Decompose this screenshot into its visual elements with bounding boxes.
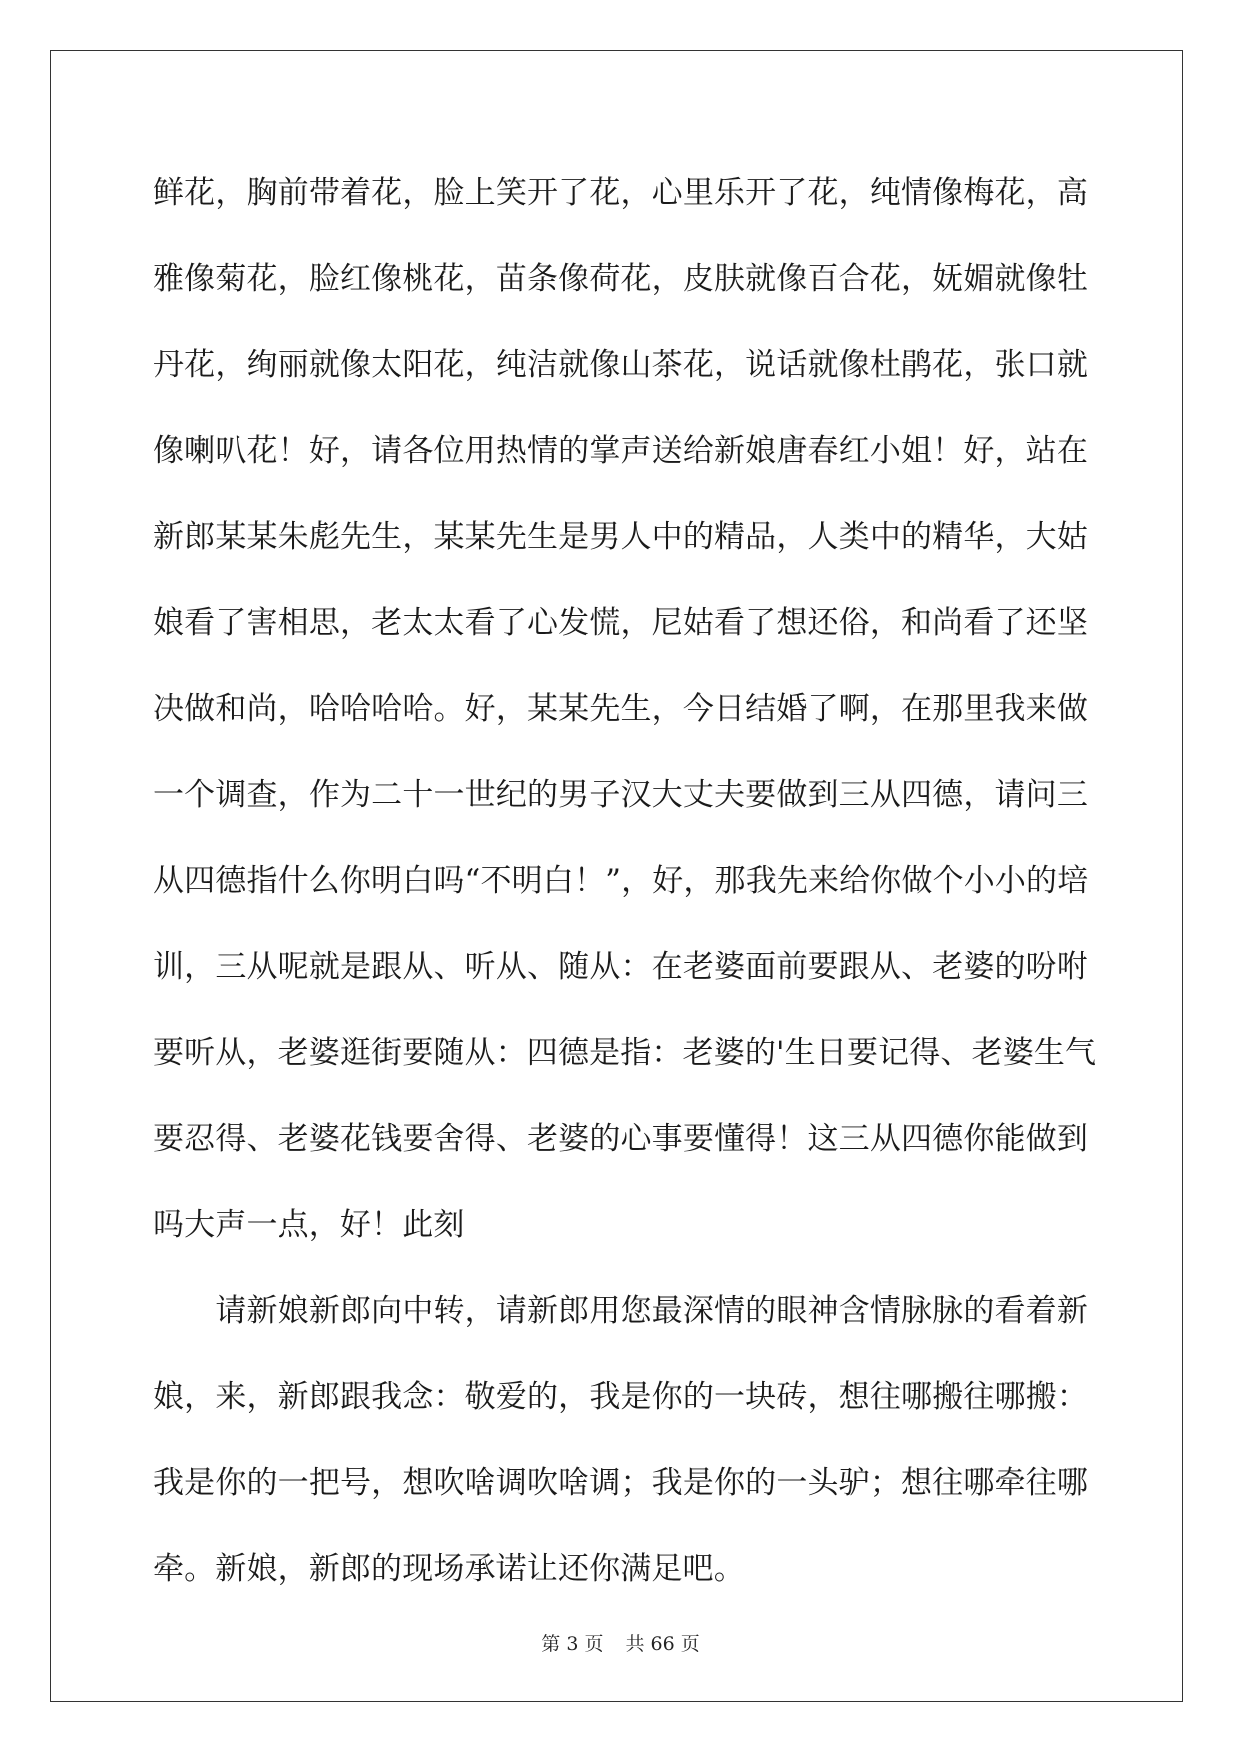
text-line: 娘看了害相思，老太太看了心发慌，尼姑看了想还俗，和尚看了还坚 (153, 605, 1088, 641)
paragraph-1 (153, 150, 1097, 1268)
text-line: 从四德指什么你明白吗“不明白！”，好，那我先来给你做个小小的培 (153, 863, 1089, 899)
text-line: 丹花，绚丽就像太阳花，纯洁就像山茶花，说话就像杜鹃花，张口就 (153, 347, 1088, 383)
text-line: 牵。新娘，新郎的现场承诺让还你满足吧。 (153, 1551, 745, 1587)
text-line: 雅像菊花，脸红像桃花，苗条像荷花，皮肤就像百合花，妩媚就像牡 (153, 261, 1088, 297)
text-line: 娘，来，新郎跟我念：敬爱的，我是你的一块砖，想往哪搬往哪搬： (153, 1379, 1088, 1415)
text-line: 要听从，老婆逛街要随从：四德是指：老婆的'生日要记得、老婆生气 (153, 1035, 1097, 1071)
page-total: 共 66 页 (625, 1633, 700, 1655)
text-line: 要忍得、老婆花钱要舍得、老婆的心事要懂得！这三从四德你能做到 (153, 1121, 1088, 1157)
text-line: 训，三从呢就是跟从、听从、随从：在老婆面前要跟从、老婆的吩咐 (153, 949, 1088, 985)
text-line: 决做和尚，哈哈哈哈。好，某某先生，今日结婚了啊，在那里我来做 (153, 691, 1088, 727)
text-line: 像喇叭花！好，请各位用热情的掌声送给新娘唐春红小姐！好，站在 (153, 433, 1088, 469)
page-number: 第 3 页 (541, 1633, 604, 1655)
page-footer (0, 1629, 1241, 1656)
document-body (153, 150, 1097, 1612)
text-line: 吗大声一点，好！此刻 (153, 1207, 465, 1243)
text-line: 一个调查，作为二十一世纪的男子汉大丈夫要做到三从四德，请问三 (153, 777, 1088, 813)
text-line: 我是你的一把号，想吹啥调吹啥调；我是你的一头驴；想往哪牵往哪 (153, 1465, 1088, 1501)
text-line: 鲜花，胸前带着花，脸上笑开了花，心里乐开了花，纯情像梅花，高 (153, 175, 1088, 211)
paragraph-2 (153, 1268, 1088, 1612)
text-line: 请新娘新郎向中转，请新郎用您最深情的眼神含情脉脉的看着新 (153, 1293, 1088, 1329)
text-line: 新郎某某朱彪先生，某某先生是男人中的精品，人类中的精华，大姑 (153, 519, 1088, 555)
